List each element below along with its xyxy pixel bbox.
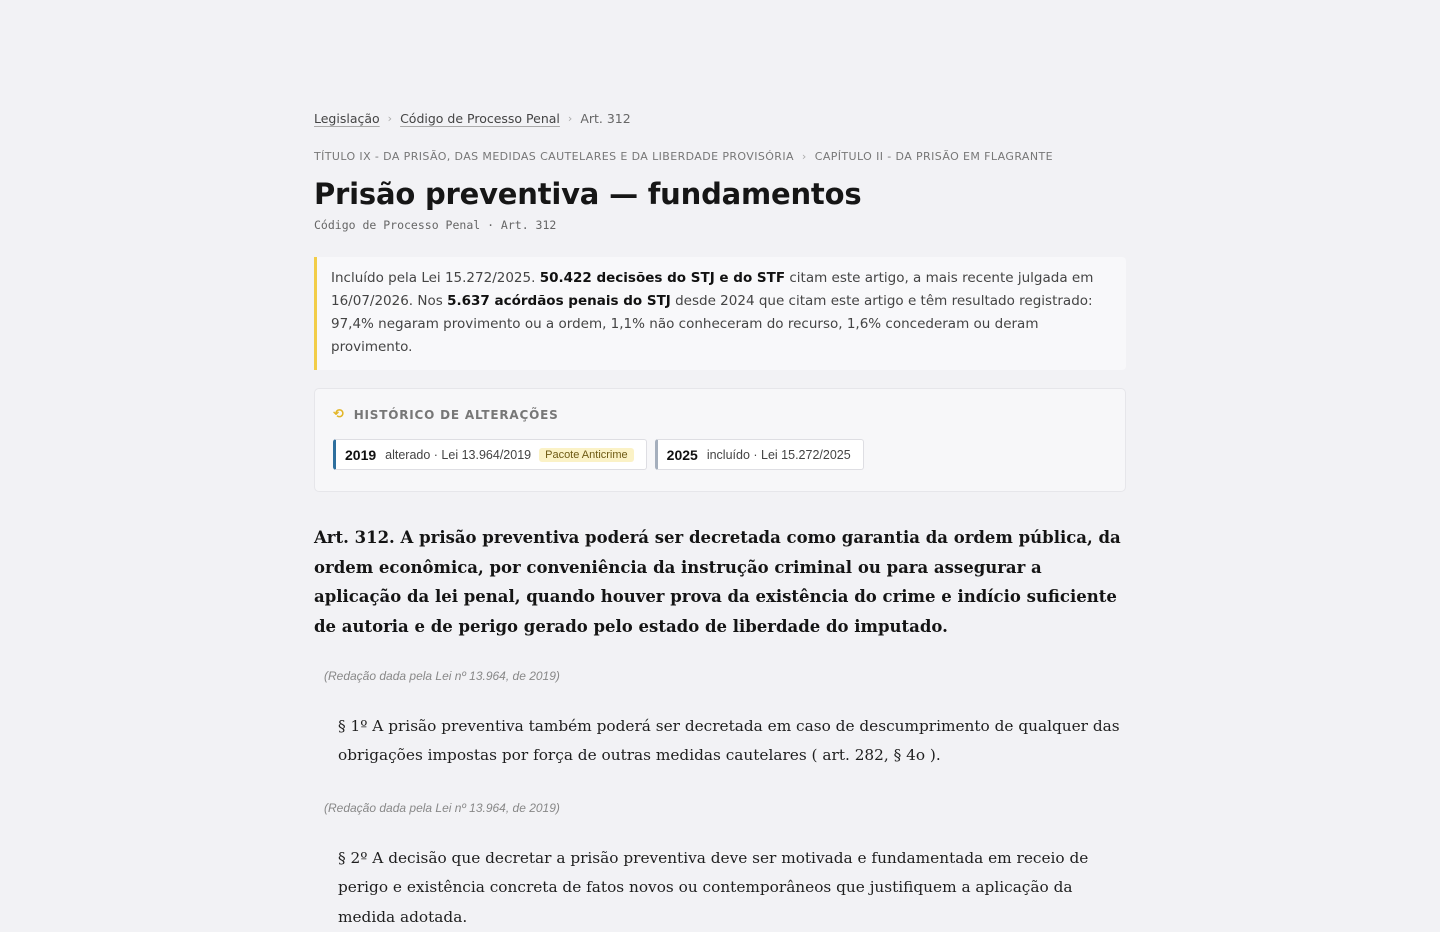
history-icon: ⟲ — [333, 407, 345, 422]
history-entries — [333, 439, 1107, 470]
history-entry-2019[interactable] — [333, 439, 647, 470]
summary-text: desde 2024 que citam este artigo e têm resultado registrado: 97,4% negaram provimento ou a ordem, 1,1% não conheceram do recurso, 1,6% concederam ou deram provimento. — [331, 293, 1093, 355]
hierarchy-titulo: TÍTULO IX - DA PRISÃO, DAS MEDIDAS CAUTELARES E DA LIBERDADE PROVISÓRIA — [314, 150, 794, 163]
breadcrumb — [314, 108, 1126, 128]
chevron-right-icon: › — [801, 150, 807, 163]
summary-highlight: 50.422 decisões do STJ e do STF — [539, 270, 786, 286]
chevron-right-icon: › — [567, 111, 573, 125]
article-hierarchy — [314, 150, 1126, 163]
summary-highlight: 5.637 acórdãos penais do STJ — [447, 293, 671, 309]
breadcrumb-current: Art. 312 — [580, 110, 631, 126]
history-entry-year: 2019 — [345, 446, 377, 463]
history-entry-year: 2025 — [666, 446, 698, 463]
article-paragraph-2: § 2º A decisão que decretar a prisão preventiva deve ser motivada e fundamentada em receio de perigo e existência concreta de fatos novos ou contemporâneos que justifiquem a aplicação da medida adotada. — [338, 848, 1089, 926]
history-heading-label: HISTÓRICO DE ALTERAÇÕES — [353, 407, 559, 422]
history-entry-tag: Pacote Anticrime — [539, 448, 634, 462]
page-title: Prisão preventiva — fundamentos — [314, 177, 862, 211]
breadcrumb-link-cpp[interactable]: Código de Processo Penal — [400, 110, 560, 126]
hierarchy-capitulo: CAPÍTULO II - DA PRISÃO EM FLAGRANTE — [814, 150, 1053, 163]
history-heading — [333, 407, 1107, 422]
summary-text: citam este artigo, a mais recente julgada em 16/07/2026. Nos — [331, 270, 1094, 309]
amendment-note: (Redação dada pela Lei nº 13.964, de 2019) — [324, 800, 560, 815]
article-paragraph-1: § 1º A prisão preventiva também poderá ser decretada em caso de descumprimento de qualquer das obrigações impostas por força de outras medidas cautelares ( art. 282, § 4o ). — [338, 716, 1120, 765]
history-entry-text: alterado · Lei 13.964/2019 — [385, 447, 532, 462]
history-entry-2025[interactable] — [655, 439, 864, 470]
history-entry-text: incluído · Lei 15.272/2025 — [706, 447, 851, 462]
article-page — [314, 108, 1126, 932]
summary-text: Incluído pela Lei 15.272/2025. — [331, 270, 540, 286]
article-caput: Art. 312. A prisão preventiva poderá ser decretada como garantia da ordem pública, da ordem econômica, por conveniência da instrução criminal ou para assegurar a aplicação da lei penal, quando houver prova da existência do crime e indício suficiente de autoria e de perigo gerado pelo estado de liberdade do imputado. — [314, 528, 1121, 637]
chevron-right-icon: › — [387, 111, 393, 125]
change-history-panel — [314, 388, 1126, 492]
citation-summary — [314, 257, 1126, 370]
page-subtitle: Código de Processo Penal · Art. 312 — [314, 218, 557, 232]
amendment-note: (Redação dada pela Lei nº 13.964, de 2019) — [324, 668, 560, 683]
breadcrumb-link-legislacao[interactable]: Legislação — [314, 110, 380, 126]
